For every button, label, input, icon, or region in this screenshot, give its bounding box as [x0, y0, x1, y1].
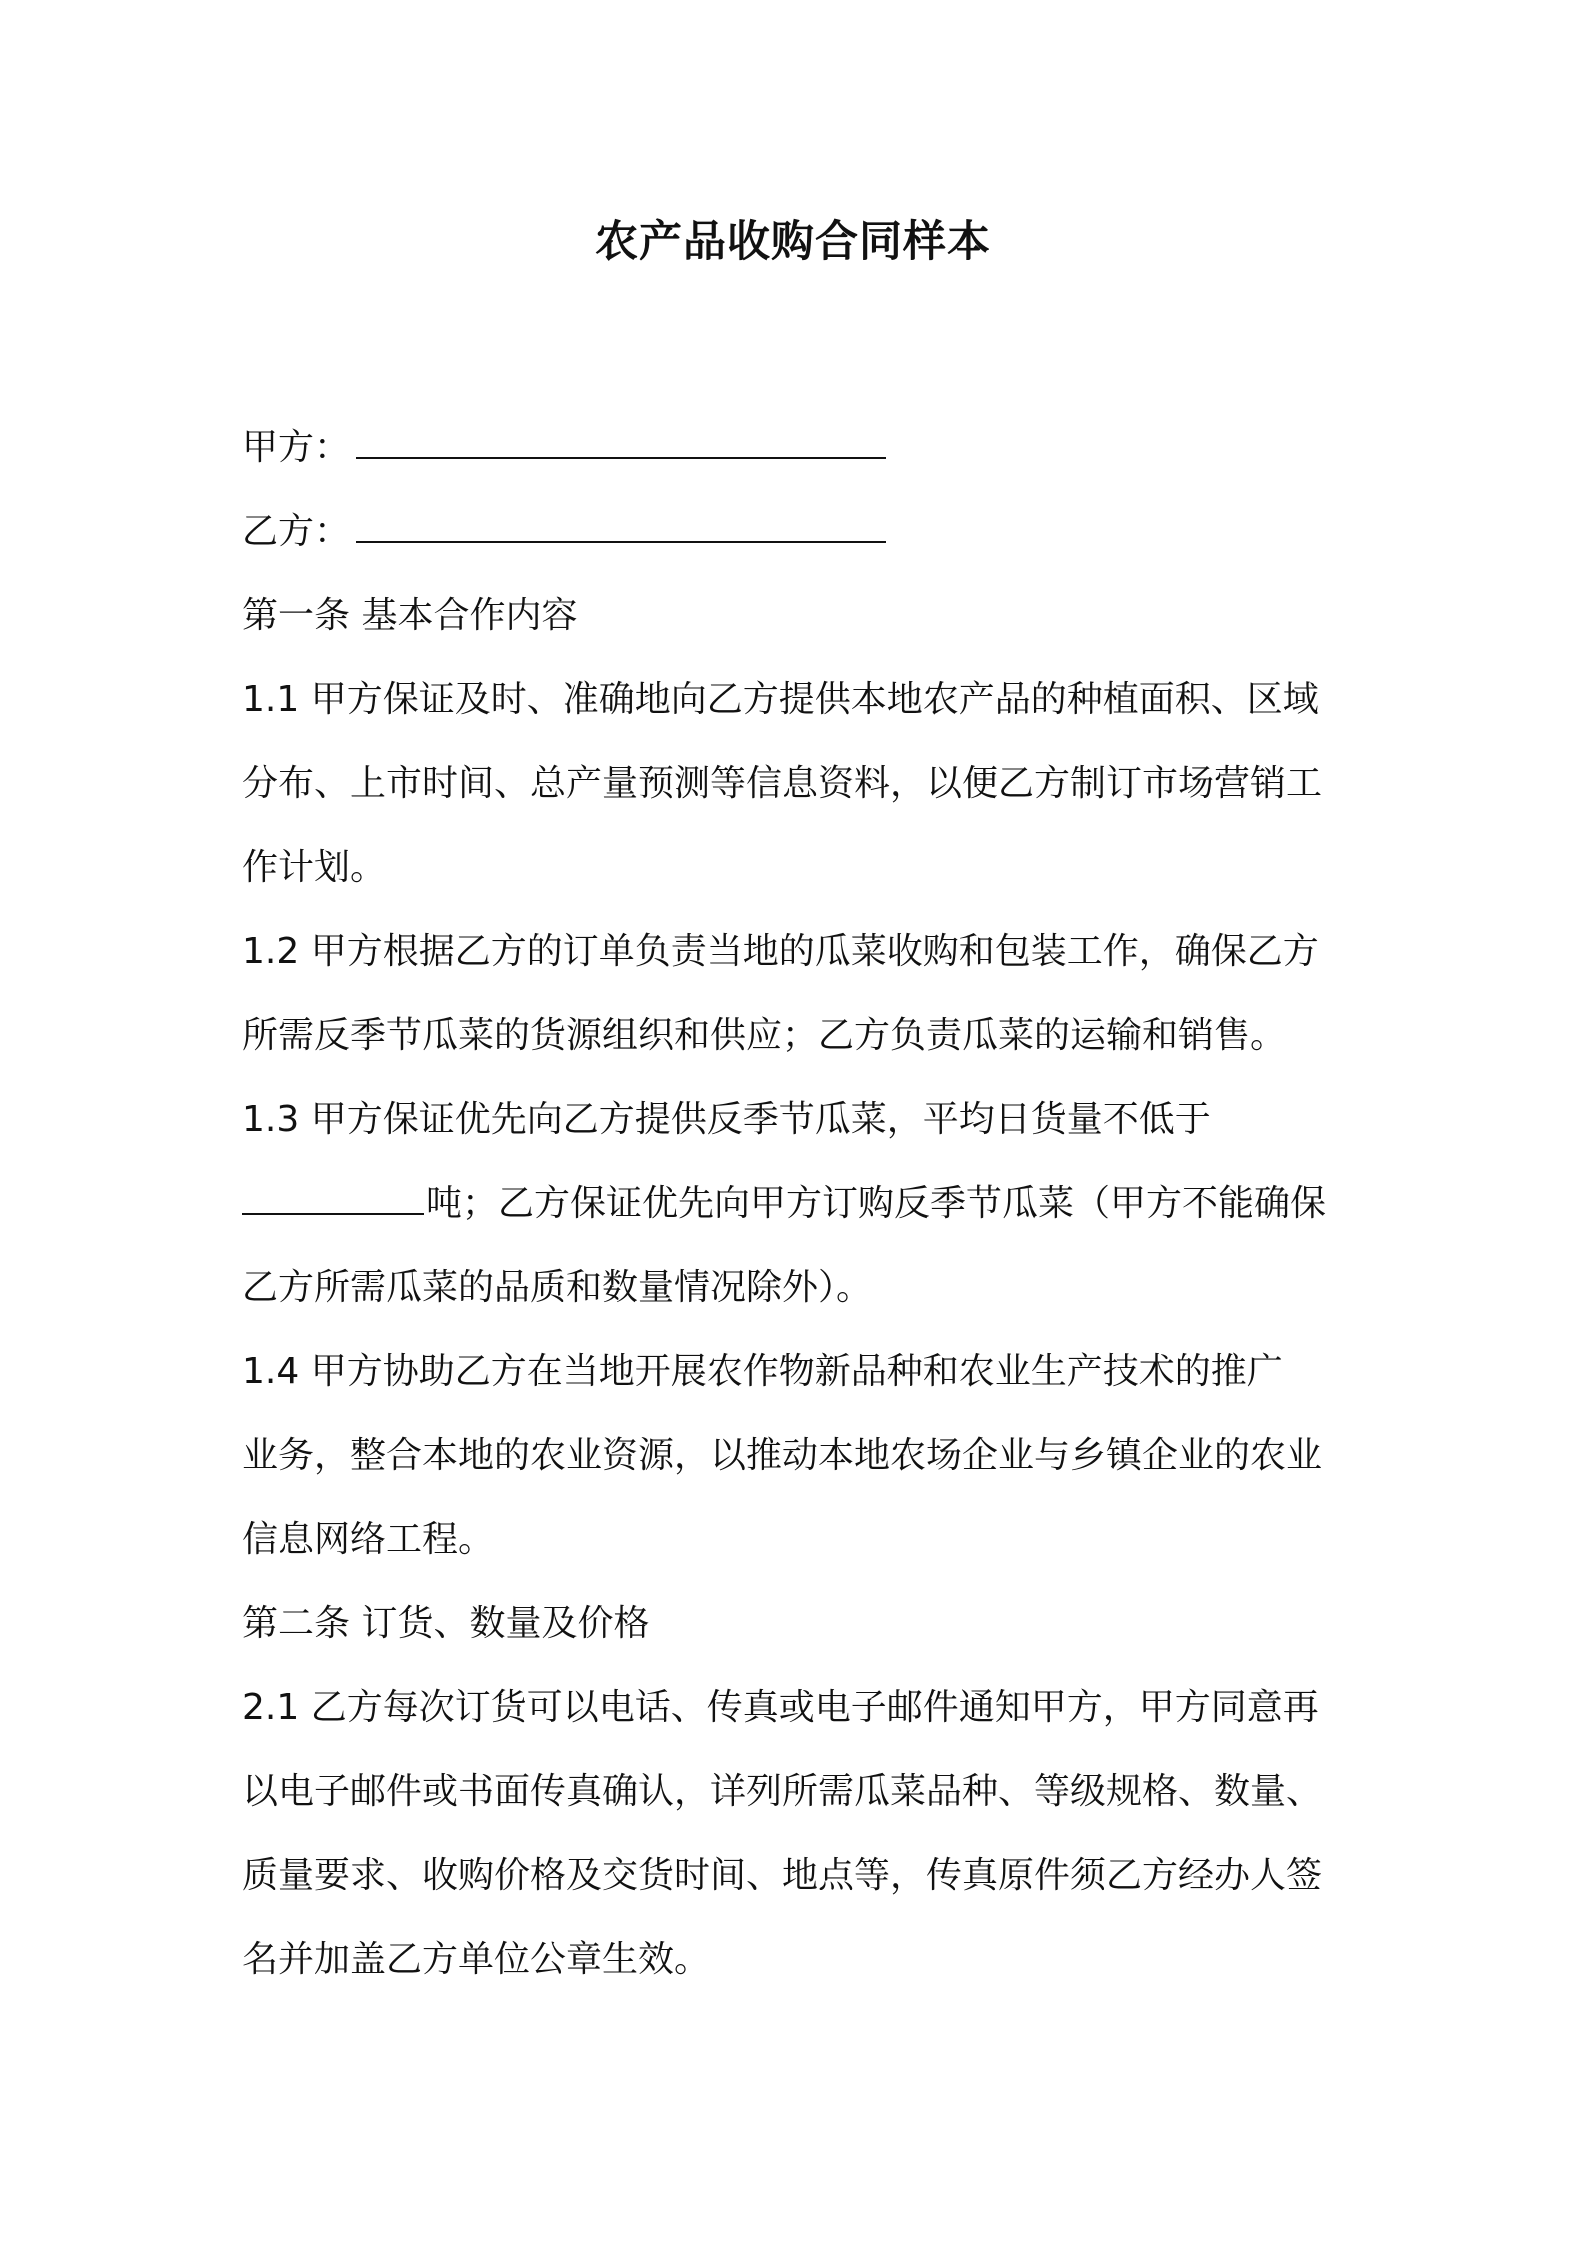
clause-1-4-line: 1.4 甲方协助乙方在当地开展农作物新品种和农业生产技术的推广 — [242, 1351, 1283, 1392]
clause-1-1-line: 分布、上市时间、总产量预测等信息资料，以便乙方制订市场营销工 — [242, 763, 1323, 804]
tonnage-blank — [242, 1179, 424, 1215]
clause-2-1-line: 2.1 乙方每次订货可以电话、传真或电子邮件通知甲方，甲方同意再 — [242, 1687, 1319, 1728]
clause-1-3-line: 1.3 甲方保证优先向乙方提供反季节瓜菜，平均日货量不低于 — [242, 1099, 1211, 1140]
clause-2-1-line: 质量要求、收购价格及交货时间、地点等，传真原件须乙方经办人签 — [242, 1855, 1323, 1896]
party-a-blank — [356, 423, 886, 459]
clause-1-4-line: 业务，整合本地的农业资源，以推动本地农场企业与乡镇企业的农业 — [242, 1435, 1323, 1476]
clause-2-1-line: 名并加盖乙方单位公章生效。 — [242, 1939, 711, 1980]
clause-2-1-line: 以电子邮件或书面传真确认，详列所需瓜菜品种、等级规格、数量、 — [242, 1771, 1323, 1812]
clause-1-3-line — [242, 1162, 1354, 1246]
document-body — [242, 406, 1354, 2002]
clause-1-1-line: 作计划。 — [242, 847, 387, 888]
party-a-label: 甲方： — [242, 427, 351, 468]
clause-1-3-text: 吨；乙方保证优先向甲方订购反季节瓜菜（甲方不能确保 — [426, 1183, 1327, 1224]
clause-1-3-line: 乙方所需瓜菜的品质和数量情况除外）。 — [242, 1267, 873, 1308]
clause-1-1-line: 1.1 甲方保证及时、准确地向乙方提供本地农产品的种植面积、区域 — [242, 679, 1319, 720]
party-b-label: 乙方： — [242, 511, 351, 552]
party-b-blank — [356, 507, 886, 543]
article-1-heading: 第一条 基本合作内容 — [242, 595, 578, 636]
clause-1-4-line: 信息网络工程。 — [242, 1519, 495, 1560]
clause-1-2-line: 所需反季节瓜菜的货源组织和供应；乙方负责瓜菜的运输和销售。 — [242, 1015, 1287, 1056]
document-title: 农产品收购合同样本 — [595, 217, 991, 267]
article-2-heading: 第二条 订货、数量及价格 — [242, 1603, 650, 1644]
party-a-line — [242, 406, 1354, 490]
party-b-line — [242, 490, 1354, 574]
clause-1-2-line: 1.2 甲方根据乙方的订单负责当地的瓜菜收购和包装工作，确保乙方 — [242, 931, 1319, 972]
